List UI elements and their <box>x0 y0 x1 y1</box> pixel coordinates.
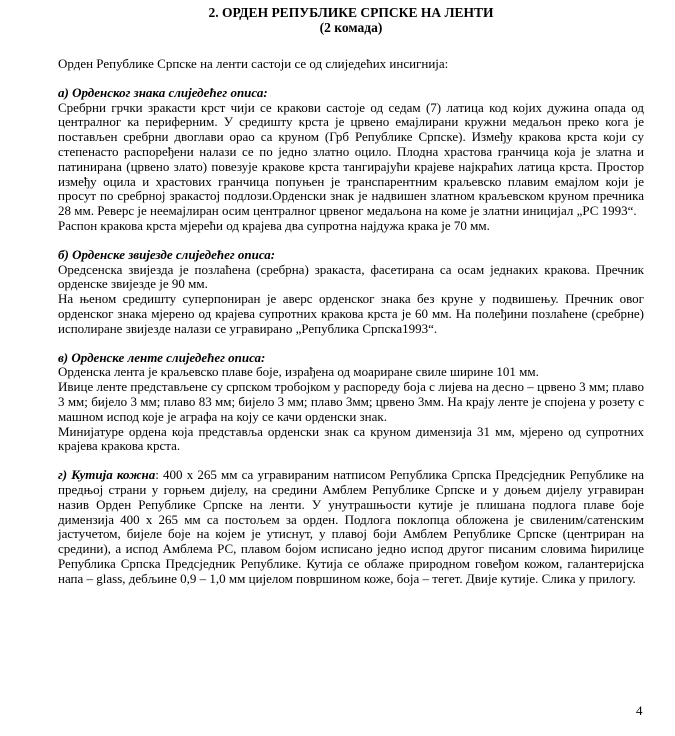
section-d-paragraph <box>58 468 644 586</box>
section-c-paragraph-2: Ивице ленте представљене су српском тробојком у распореду боја с лијева на десно – црвено 3 мм; плаво 3 мм; бијело 3 мм; плаво 83 мм; бијело 3 мм; плаво 3мм; црвено 3мм. На крају ленте је спојена у розету с машном испод које је аграфа на коју се качи орденски знак. <box>58 379 644 424</box>
title-subline: (2 комада) <box>319 20 383 35</box>
section-c <box>58 351 644 455</box>
section-c-paragraph-3: Минијатуре ордена која представља орденски знак са круном димензија 31 мм, мјерено од супротних крајева кракова крста. <box>58 423 644 454</box>
title-line: 2. ОРДЕН РЕПУБЛИКЕ СРПСКЕ НА ЛЕНТИ <box>208 5 494 20</box>
section-b-heading: б) Орденске звијезде слиједећег описа: <box>58 246 276 262</box>
section-b-paragraph-2: На њеном средишту суперпониран је аверс орденског знака без круне у подвишењу. Пречник овог орденског знака мјерено од крајева супротних кракова крста је 60 мм. На полеђини позлаћене (сребрне) исполиране звијезде налази се угравирано „Република Српска1993“. <box>58 291 644 336</box>
page-number: 4 <box>636 703 643 718</box>
section-b-paragraph-1: Оредсенска звијезда је позлаћена (сребрна) зракаста, фасетирана са осам једнаких кракова. Пречник орденске звијезде је 90 мм. <box>58 261 644 292</box>
section-d-lead: г) Кутија кожна <box>58 467 156 483</box>
section-d <box>58 468 644 586</box>
section-a-paragraph-1: Сребрни грчки зракасти крст чији се кракови састоје од седам (7) латица код којих дужина опада од централног ка периферним. У средишту крста је црвено емајлирани кружни медаљон преко кога је постављен сребрни двоглави орао са круном (Грб Републике Српске). Између кракова крста који су степенасто распоређени налази се по једно златно оцило. Плодна храстова гранчица која је златна и патинирана (црвено злато) повезује кракове крста тангирајући крајеве најкраћих латица крста. Простор између оцила и храстових гранчица попуњен је транспарентним краљевско плавим емајлом који је просут по сребрној зракастој подлози.Орденски знак је надвишен златном краљевском круном пречника 28 мм. Реверс је неемајлиран осим централног црвеног медаљона на коме је златни иницијал „РС 1993“. <box>58 99 644 219</box>
section-a <box>58 86 644 234</box>
section-b <box>58 248 644 337</box>
section-d-text: : 400 х 265 мм са угравираним натписом Република Српска Предсједник Републике на предњој страни у горњем дијелу, на средини Амблем Републике Српске и у доњем дијелу угравиран назив Орден Републике Српске на ленти. У унутрашњости кутије је плишана подлога плаве боје димензија 400 х 265 мм са постољем за орден. Подлога поклопца обложена је свиленим/сатенским јастучетом, бијеле боје на којем је утиснут, у плавој боји Амблем Републике Српске (центриран на средини), а испод Амблема РС, плавом бојом исписано једно испод другог писаним словима ћирилице Република Српска Предсједник Републике. Кутија се облаже природном говеђом кожом, галантеријска напа – glass, дебљине 0,9 – 1,0 мм цијелом површином коже, боја – тегет. Двије кутије. Слика у прилогу. <box>58 467 644 586</box>
section-c-heading: в) Орденске ленте слиједећег описа: <box>58 349 266 365</box>
section-c-paragraph-1: Орденска лента је краљевско плаве боје, израђена од моариране свиле ширине 101 мм. <box>58 364 539 380</box>
document-title <box>58 5 644 35</box>
intro-paragraph: Орден Републике Српске на ленти састоји се од слиједећих инсигнија: <box>58 56 449 71</box>
document-page <box>58 5 644 587</box>
section-a-heading: а) Орденског знака слиједећег описа: <box>58 84 268 100</box>
section-a-paragraph-2: Распон кракова крста мјерећи од крајева два супротна најдужа крака је 70 мм. <box>58 217 490 233</box>
